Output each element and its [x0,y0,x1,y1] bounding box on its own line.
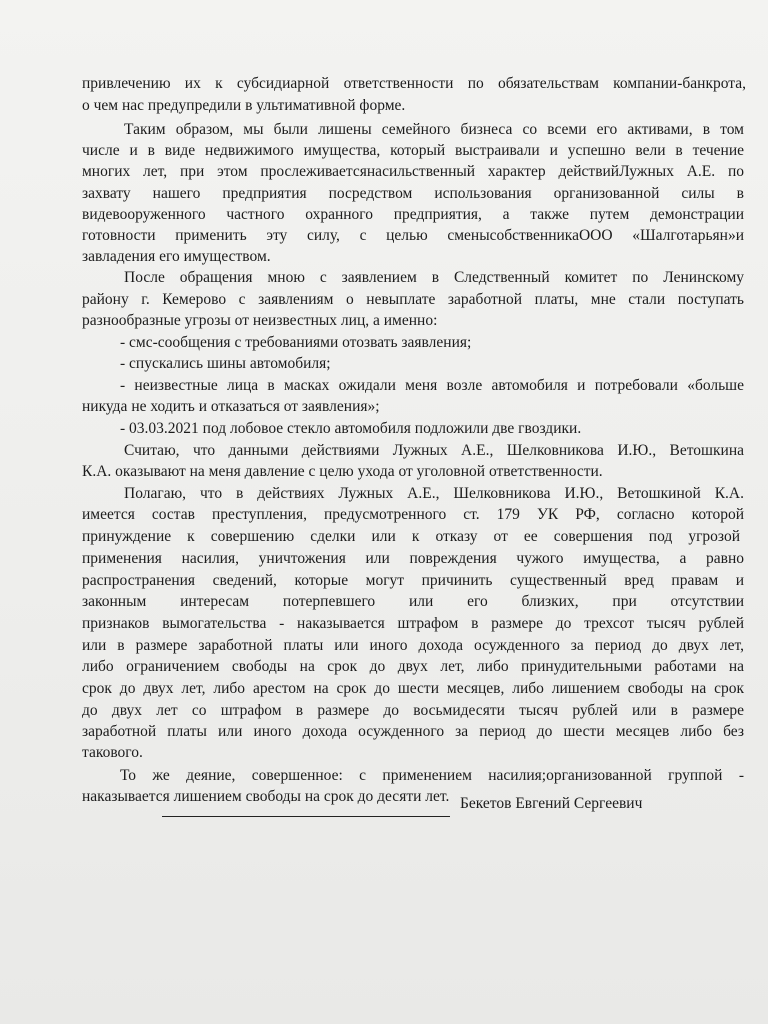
text-line: Таким образом, мы были лишены семейного бизнеса со всеми его активами, в том [124,121,744,138]
text-line: После обращения мною с заявлением в Следственный комитет по Ленинскому [124,269,744,286]
text-line: привлечению их к субсидиарной ответственности по обязательствам компании-банкрота, [82,75,746,92]
text-line: многих лет, при этом прослеживаетсянасильственный характер действийЛужных А.Е. по [82,163,744,180]
text-line: заработной платы или иного дохода осужденного за период до шести месяцев либо без [82,723,744,740]
text-line: либо ограничением свободы на срок до двух лет, либо принудительными работами на [82,658,744,675]
text-line: срок до двух лет, либо арестом на срок до шести месяцев, либо лишением свободы на срок [82,680,744,697]
text-line: Считаю, что данными действиями Лужных А.Е., Шелковникова И.Ю., Ветошкина [124,442,744,459]
text-line: принуждение к совершению сделки или к отказу от ее совершения под угрозой [82,528,740,545]
text-line: разнообразные угрозы от неизвестных лиц, а именно: [82,312,438,329]
text-line: готовности применить эту силу, с целью сменысобственникаООО «Шалготарьян»и [82,227,744,244]
text-line: законным интересам потерпевшего или его близких, при отсутствии [82,593,744,610]
text-line: завладения его имуществом. [82,248,271,265]
signature-line [162,816,450,817]
text-line: числе и в виде недвижимого имущества, который выстраивали и успешно вели в течение [82,142,744,159]
text-line: такового. [82,744,143,761]
signature-name: Бекетов Евгений Сергеевич [460,795,643,812]
text-line: К.А. оказывают на меня давление с целю ухода от уголовной ответственности. [82,463,603,480]
list-item: - 03.03.2021 под лобовое стекло автомобиля подложили две гвоздики. [120,420,582,437]
text-line: или в размере заработной платы или иного дохода осужденного за период до двух лет, [82,637,744,654]
text-line: видевооруженного частного охранного предприятия, а также путем демонстрации [82,206,744,223]
text-line: никуда не ходить и отказаться от заявления»; [82,398,380,415]
text-line: То же деяние, совершенное: с применением насилия;организованной группой - [120,767,744,784]
text-line: району г. Кемерово с заявлениям о невыплате заработной платы, мне стали поступать [82,291,744,308]
text-line: до двух лет со штрафом в размере до восьмидесяти тысяч рублей или в размере [82,702,744,719]
text-line: применения насилия, уничтожения или повреждения чужого имущества, а равно [82,550,744,567]
text-line: признаков вымогательства - наказывается штрафом в размере до трехсот тысяч рублей [82,615,744,632]
text-line: распространения сведений, которые могут причинить существенный вред правам и [82,572,744,589]
text-line: захвату нашего предприятия посредством использования организованной силы в [82,185,744,202]
text-line: Полагаю, что в действиях Лужных А.Е., Шелковникова И.Ю., Ветошкиной К.А. [124,485,744,502]
text-line: наказывается лишением свободы на срок до десяти лет. [82,788,450,805]
text-line: о чем нас предупредили в ультимативной форме. [82,97,406,114]
list-item: - спускались шины автомобиля; [120,355,331,372]
list-item: - неизвестные лица в масках ожидали меня возле автомобиля и потребовали «больше [120,377,744,394]
text-line: имеется состав преступления, предусмотренного ст. 179 УК РФ, согласно которой [82,506,744,523]
list-item: - смс-сообщения с требованиями отозвать заявления; [120,334,472,351]
